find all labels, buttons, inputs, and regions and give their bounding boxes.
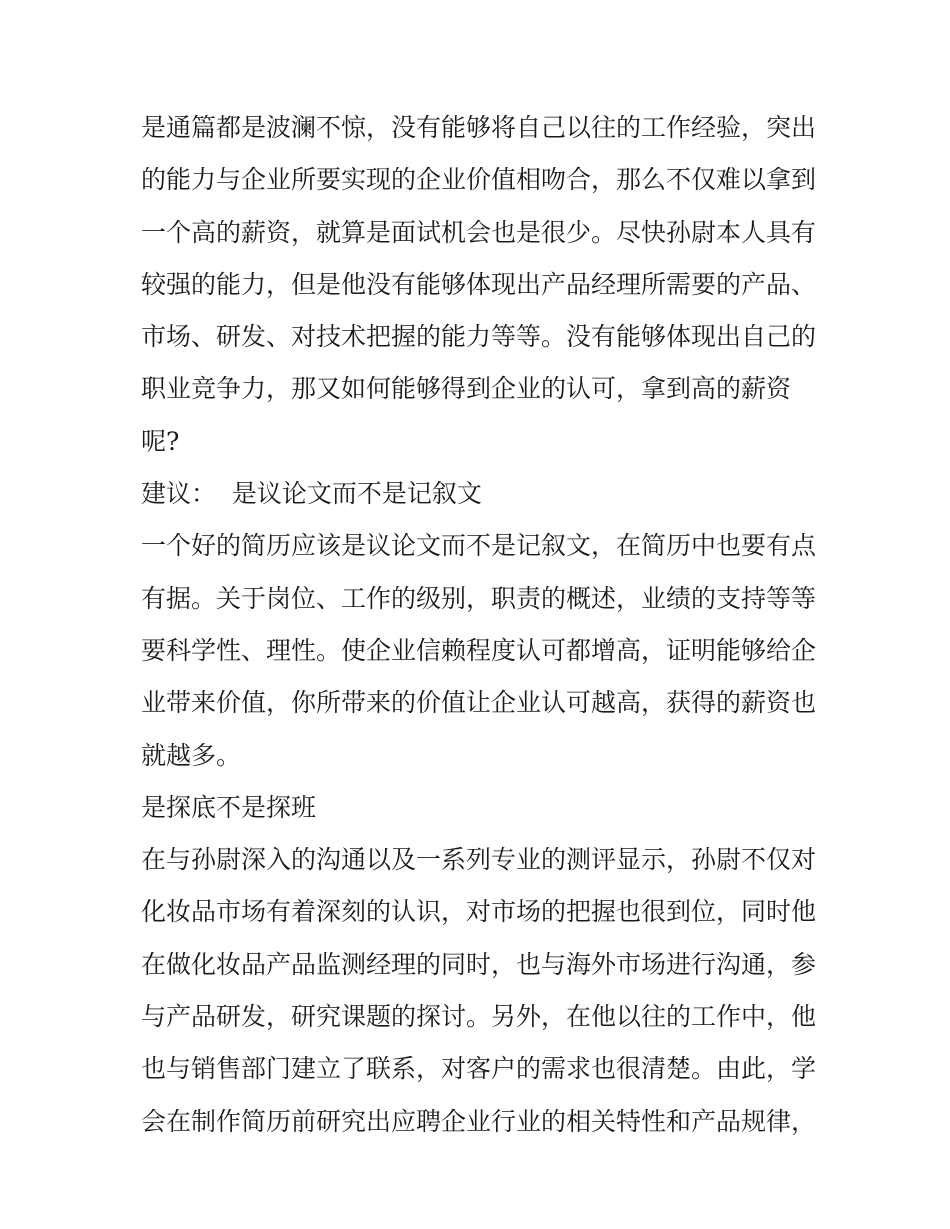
- paragraph-line: 一个好的简历应该是议论文而不是记叙文，在简历中也要有点: [141, 531, 817, 561]
- paragraph-line: 呢?: [141, 426, 180, 456]
- paragraph-line: 市场、研发、对技术把握的能力等等。没有能够体现出自己的: [141, 322, 817, 352]
- paragraph-line: 一个高的薪资，就算是面试机会也是很少。尽快孙尉本人具有: [141, 217, 817, 247]
- paragraph-line: 与产品研发，研究课题的探讨。另外，在他以往的工作中，他: [141, 1002, 817, 1032]
- section-heading-probe: 是探底不是探班: [141, 792, 317, 822]
- section-heading-suggestion: 建议： 是议论文而不是记叙文: [141, 479, 482, 509]
- paragraph-line: 就越多。: [141, 740, 242, 770]
- paragraph-line: 也与销售部门建立了联系，对客户的需求也很清楚。由此，学: [141, 1054, 817, 1084]
- paragraph-line: 较强的能力，但是他没有能够体现出产品经理所需要的产品、: [141, 269, 817, 299]
- paragraph-line: 会在制作简历前研究出应聘企业行业的相关特性和产品规律，: [141, 1106, 817, 1136]
- paragraph-line: 有据。关于岗位、工作的级别，职责的概述，业绩的支持等等: [141, 583, 817, 613]
- paragraph-line: 在做化妆品产品监测经理的同时，也与海外市场进行沟通，参: [141, 949, 817, 979]
- paragraph-line: 在与孙尉深入的沟通以及一系列专业的测评显示，孙尉不仅对: [141, 845, 817, 875]
- paragraph-line: 的能力与企业所要实现的企业价值相吻合，那么不仅难以拿到: [141, 165, 817, 195]
- paragraph-line: 化妆品市场有着深刻的认识，对市场的把握也很到位，同时他: [141, 897, 817, 927]
- document-body: [141, 102, 816, 1148]
- paragraph-line: 是通篇都是波澜不惊，没有能够将自己以往的工作经验，突出: [141, 113, 817, 142]
- paragraph-line: 职业竞争力，那又如何能够得到企业的认可，拿到高的薪资: [141, 374, 792, 404]
- paragraph-line: 业带来价值，你所带来的价值让企业认可越高，获得的薪资也: [141, 688, 817, 718]
- paragraph-line: 要科学性、理性。使企业信赖程度认可都增高，证明能够给企: [141, 635, 817, 665]
